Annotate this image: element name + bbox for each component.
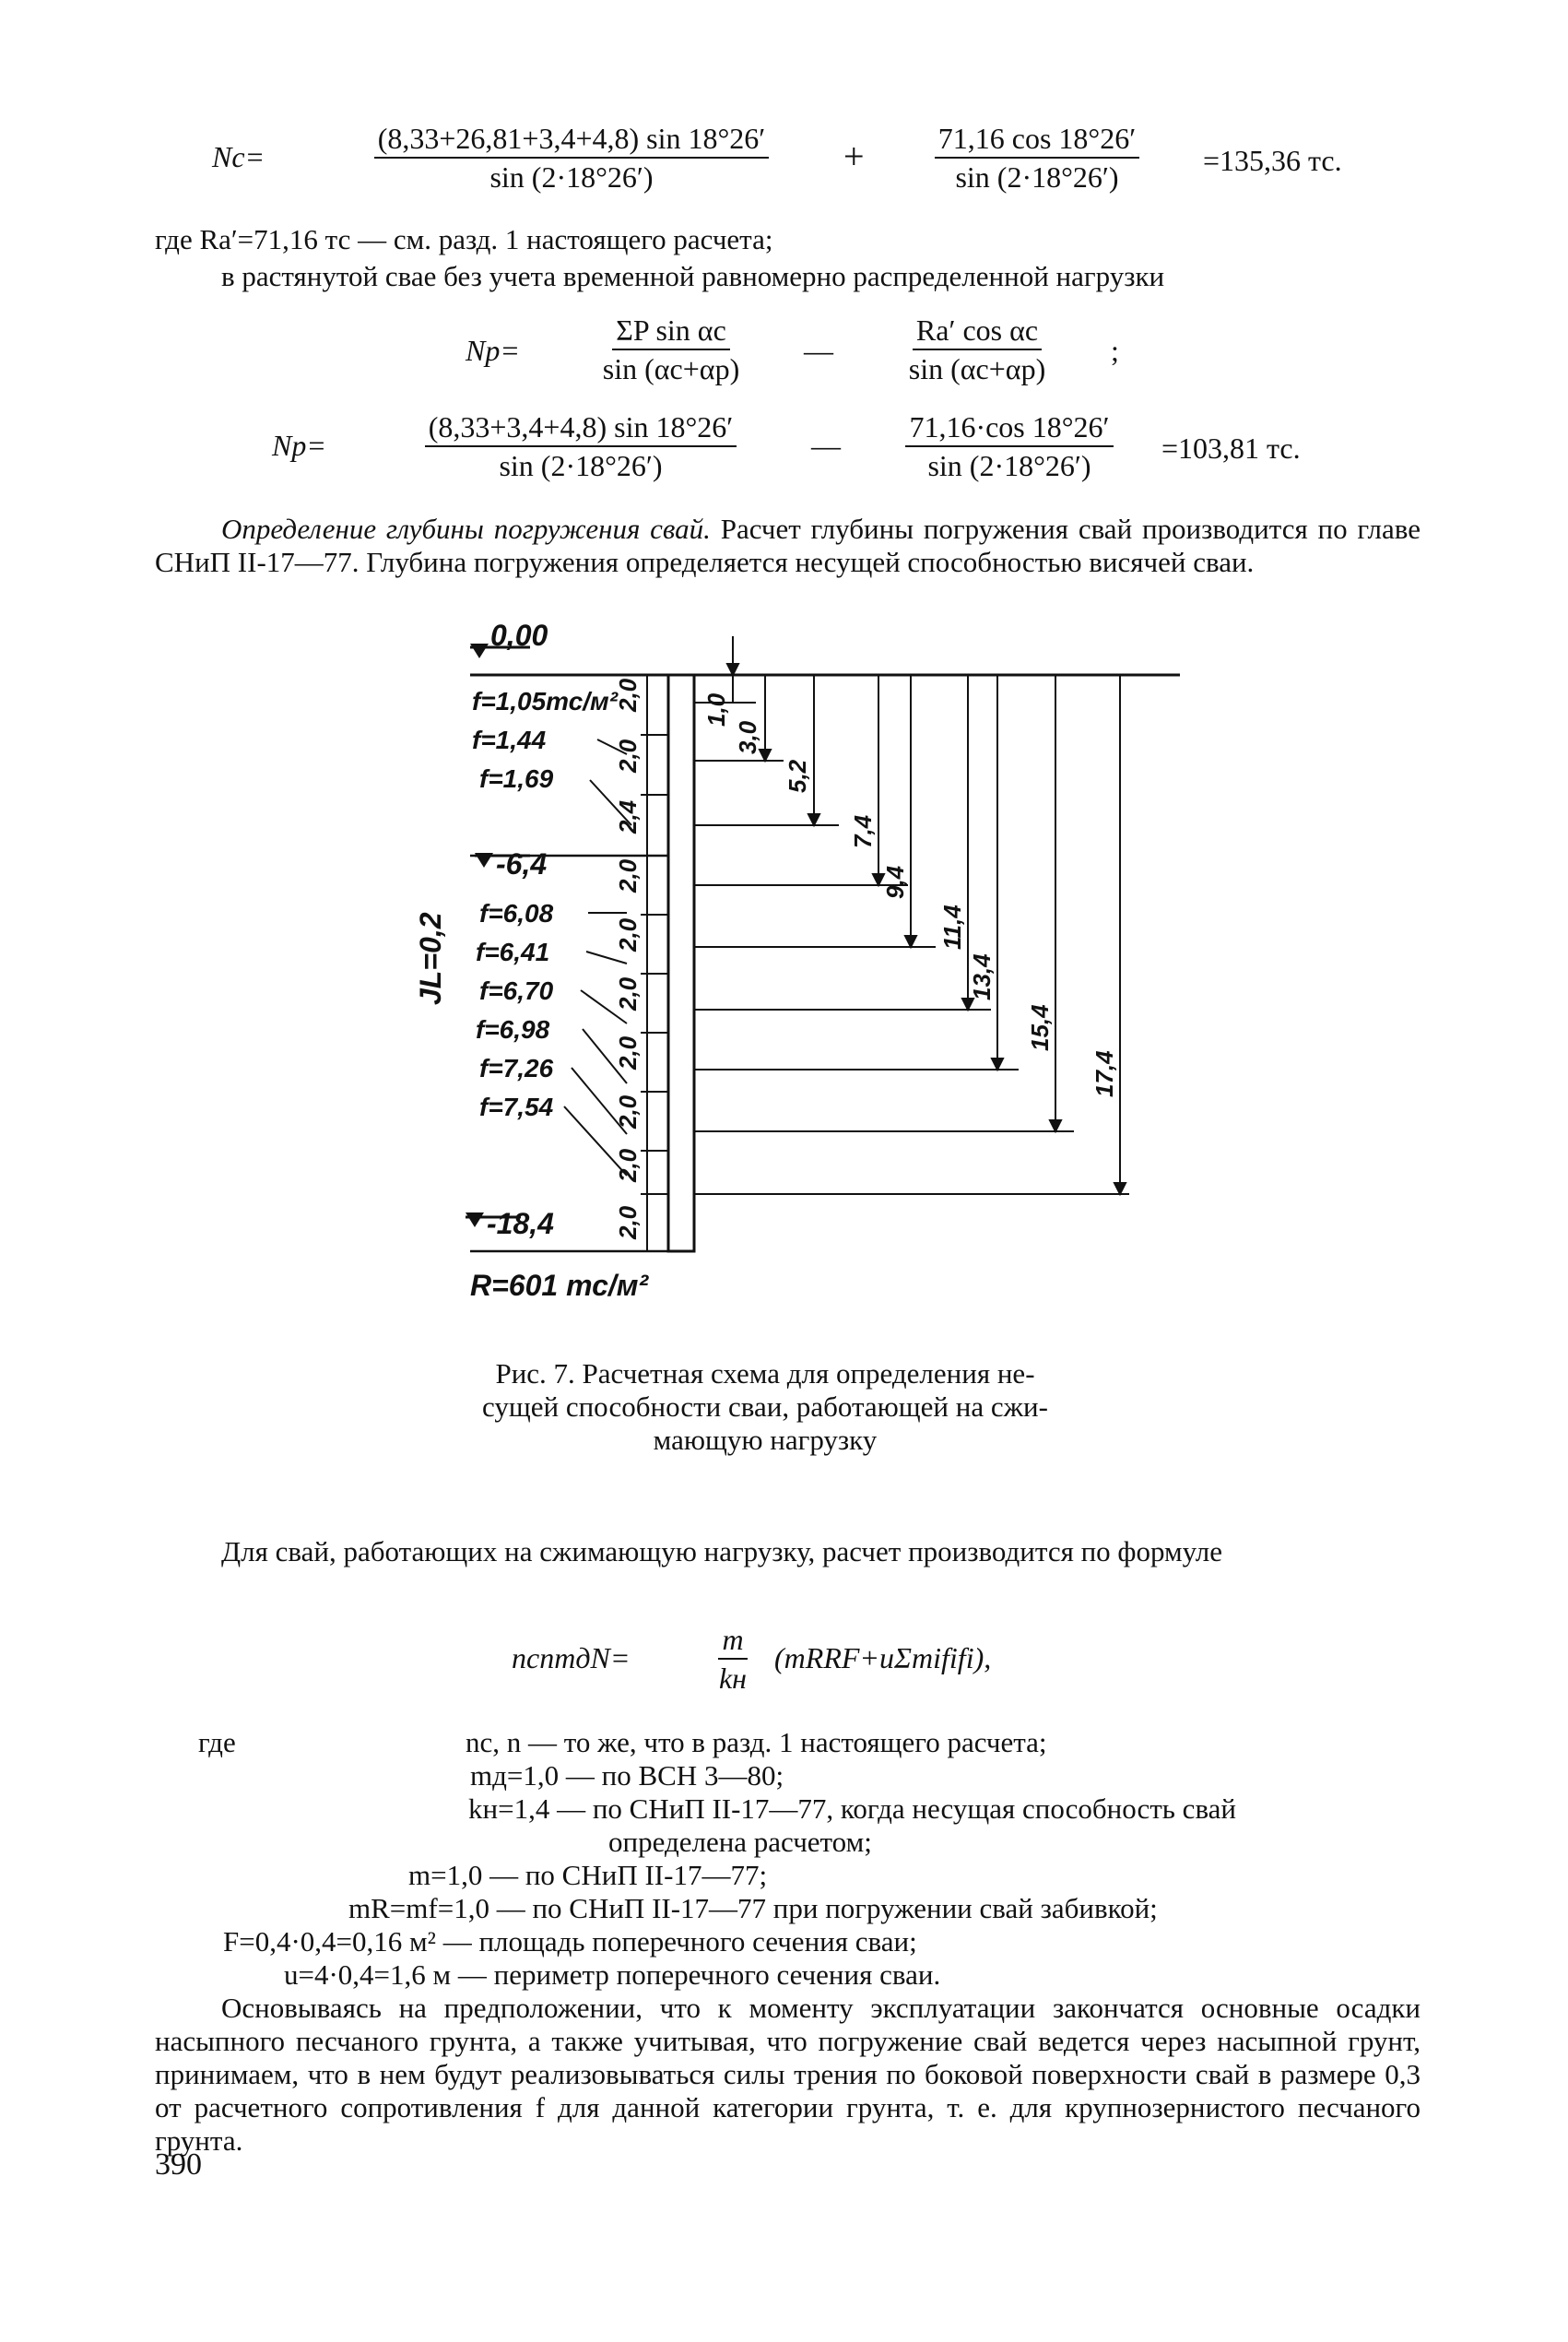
eq3-frac2-numerator: 71,16·cos 18°26′ <box>905 410 1113 447</box>
def-line-7: F=0,4·0,4=0,16 м² — площадь поперечного сечения сваи; <box>223 1925 917 1958</box>
eq1-result: =135,36 тс. <box>1203 144 1342 177</box>
friction-label-9: f=7,54 <box>479 1093 554 1121</box>
eq1-plus: + <box>843 136 865 177</box>
eq2-fraction-2 <box>857 313 1097 385</box>
eq3-lhs: Np= <box>272 429 326 462</box>
level-mid-label: -6,4 <box>496 847 548 881</box>
friction-label-2: f=1,44 <box>472 726 547 754</box>
text-tension: в растянутой свае без учета временной равномерно распределенной нагрузки <box>221 260 1165 292</box>
friction-label-6: f=6,70 <box>479 976 554 1005</box>
level-marker-bottom <box>466 1207 554 1240</box>
def-line-4: определена расчетом; <box>608 1826 872 1858</box>
eq2-frac2-denominator: sin (αc+αp) <box>908 352 1046 385</box>
text-where: где Rа′=71,16 тс — см. разд. 1 настоящего расчета; <box>155 223 773 255</box>
pile-bearing-scheme-figure <box>406 618 1217 1328</box>
eq2-frac1-denominator: sin (αc+αp) <box>602 352 740 385</box>
eq4-rhs: (mRRF+uΣmififi), <box>774 1641 992 1674</box>
base-resistance-label: R=601 тс/м² <box>470 1269 649 1302</box>
caption-line-2: сущей способности сваи, работающей на сжи- <box>482 1390 1048 1423</box>
def-line-6: mR=mf=1,0 — по СНиП II-17—77 при погружении свай забивкой; <box>348 1892 1158 1924</box>
eq1-frac2-numerator: 71,16 cos 18°26′ <box>935 122 1139 159</box>
eq3-fraction-2 <box>862 410 1157 482</box>
depth-label-4: 7,4 <box>849 814 877 848</box>
eq1-fraction-1 <box>309 122 834 194</box>
eq3-fraction-1 <box>360 410 802 482</box>
paragraph-pile-depth <box>155 513 1421 579</box>
level-marker-top <box>470 619 548 658</box>
level-marker-mid <box>475 847 547 881</box>
depth-label-8: 15,4 <box>1026 1004 1054 1051</box>
page-number: 390 <box>155 2147 202 2182</box>
thickness-label-2: 2,0 <box>614 739 642 773</box>
eq1-frac1-numerator: (8,33+26,81+3,4+4,8) sin 18°26′ <box>374 122 770 159</box>
depth-label-5: 9,4 <box>881 865 909 899</box>
paragraph-heading: Определение глубины погружения свай. <box>221 513 711 545</box>
friction-label-1: f=1,05тс/м² <box>472 687 619 716</box>
depth-label-3: 5,2 <box>784 759 811 793</box>
thickness-label-6: 2,0 <box>614 976 642 1011</box>
depth-label-6: 11,4 <box>938 905 966 950</box>
eq4-numerator: m <box>718 1623 747 1660</box>
def-line-8: u=4·0,4=1,6 м — периметр поперечного сечения сваи. <box>284 1958 941 1991</box>
thickness-label-5: 2,0 <box>614 917 642 952</box>
eq2-fraction-1 <box>551 313 791 385</box>
eq3-frac1-numerator: (8,33+3,4+4,8) sin 18°26′ <box>425 410 737 447</box>
defs-where: где <box>198 1726 236 1758</box>
friction-label-4: f=6,08 <box>479 899 554 928</box>
eq4-fraction <box>710 1623 756 1695</box>
eq1-lhs: Nc= <box>212 140 265 173</box>
friction-label-5: f=6,41 <box>476 938 550 966</box>
il-label: JL=0,2 <box>414 912 447 1005</box>
thickness-label-10: 2,0 <box>614 1205 642 1239</box>
paragraph-compression: Для свай, работающих на сжимающую нагрузку, расчет производится по формуле <box>221 1535 1223 1567</box>
eq3-result: =103,81 тс. <box>1161 432 1301 465</box>
depth-label-9: 17,4 <box>1091 1050 1118 1097</box>
eq1-frac1-denominator: sin (2·18°26′) <box>489 160 654 194</box>
paragraph-assumption: Основываясь на предположении, что к моменту эксплуатации закончатся основные осадки насыпного песчаного грунта, а также учитывая, что погружение свай ведется через насыпной грунт, принимаем, что в нем будут реализовываться силы трения по боковой поверхности свай в размере 0,3 от расчетного сопротивления f для данной категории грунта, т. е. для крупнозернистого песчаного грунта. <box>155 1992 1421 2157</box>
def-line-2: mд=1,0 — по ВСН 3—80; <box>470 1759 784 1792</box>
paragraph-body: Расчет глубины погружения свай производится по главе СНиП II-17—77. Глубина погружения определяется несущей способностью висячей сваи. <box>155 513 1421 578</box>
friction-labels <box>472 687 619 1121</box>
thickness-label-8: 2,0 <box>614 1094 642 1129</box>
eq2-lhs: Np= <box>466 334 520 367</box>
eq4-lhs: ncnmдN= <box>512 1641 631 1674</box>
eq1-fraction-2 <box>880 122 1194 194</box>
eq3-minus: — <box>811 429 841 462</box>
depth-label-2: 3,0 <box>734 720 761 754</box>
figure-caption <box>350 1357 1180 1457</box>
eq1-frac2-denominator: sin (2·18°26′) <box>955 160 1119 194</box>
pile-body <box>668 675 694 1251</box>
def-line-1: nc, n — то же, что в разд. 1 настоящего расчета; <box>466 1726 1047 1758</box>
layer-ticks <box>641 675 668 1252</box>
level-bottom-label: -18,4 <box>487 1207 554 1240</box>
thickness-label-9: 2,0 <box>614 1148 642 1182</box>
eq4-denominator: kн <box>718 1662 748 1695</box>
thickness-label-3: 2,4 <box>614 799 642 834</box>
depth-label-1: 1,0 <box>702 692 730 727</box>
eq3-frac1-denominator: sin (2·18°26′) <box>499 449 663 482</box>
thickness-label-7: 2,0 <box>614 1035 642 1070</box>
friction-label-3: f=1,69 <box>479 764 554 793</box>
thickness-label-4: 2,0 <box>614 858 642 893</box>
eq2-frac2-numerator: Rа′ cos αc <box>913 313 1042 350</box>
eq3-frac2-denominator: sin (2·18°26′) <box>927 449 1091 482</box>
level-top-label: 0,00 <box>490 619 548 652</box>
caption-line-3: мающую нагрузку <box>653 1424 878 1456</box>
thickness-label-1: 2,0 <box>614 678 642 712</box>
friction-label-8: f=7,26 <box>479 1054 554 1082</box>
caption-line-1: Рис. 7. Расчетная схема для определения не- <box>495 1357 1035 1390</box>
friction-label-7: f=6,98 <box>476 1015 550 1044</box>
eq2-minus: — <box>804 334 833 367</box>
eq2-semicolon: ; <box>1111 334 1119 367</box>
def-line-5: m=1,0 — по СНиП II-17—77; <box>408 1859 768 1891</box>
layer-thickness-labels <box>614 678 642 1240</box>
eq2-frac1-numerator: ΣP sin αc <box>612 313 730 350</box>
def-line-3: kн=1,4 — по СНиП II-17—77, когда несущая способность свай <box>468 1792 1237 1825</box>
depth-arrows <box>727 636 1126 1194</box>
depth-label-7: 13,4 <box>968 953 996 1000</box>
